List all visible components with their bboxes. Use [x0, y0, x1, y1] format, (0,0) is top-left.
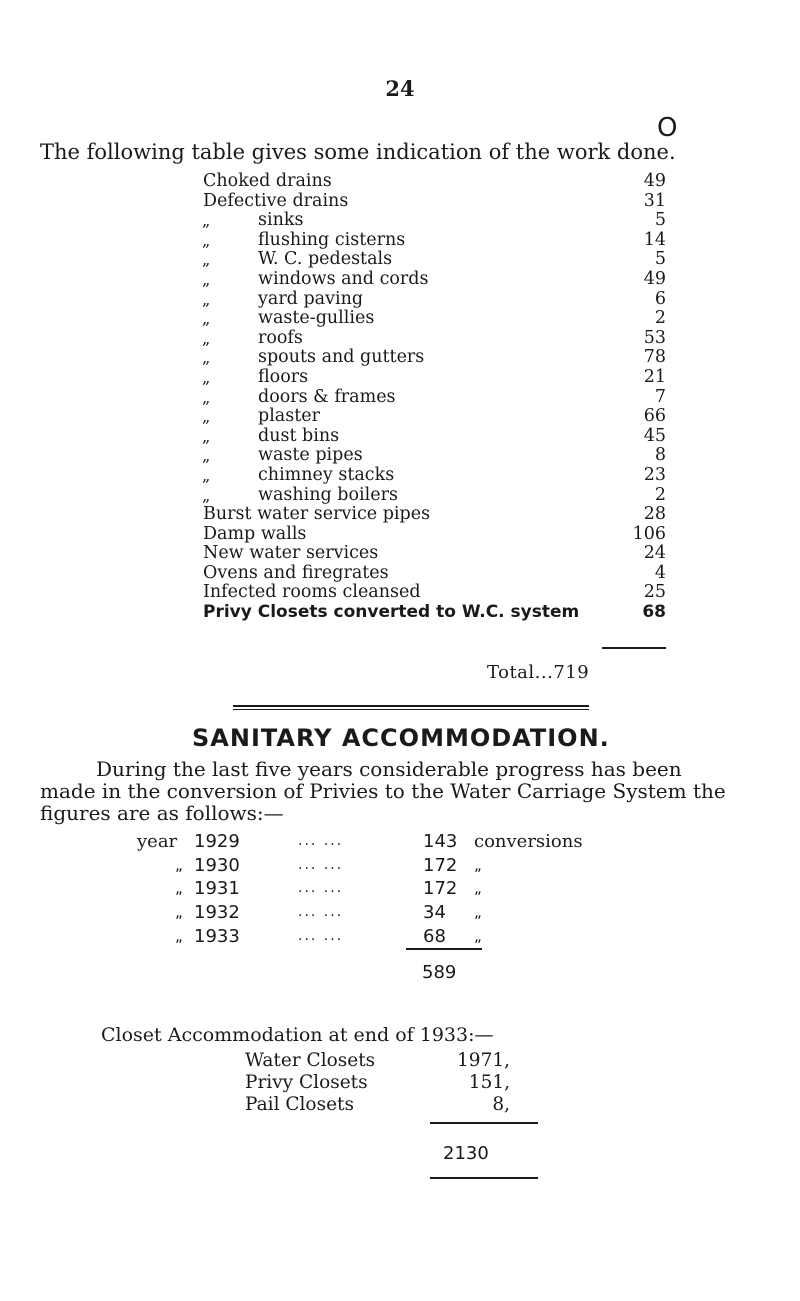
row-label: Burst water service pipes — [203, 504, 431, 525]
row-label: Privy Closets converted to W.C. system — [203, 602, 580, 623]
row-label: waste pipes — [258, 445, 363, 466]
closet-count: 1971, — [457, 1050, 510, 1071]
leader-dots: ... ... — [298, 927, 344, 944]
table-row — [0, 486, 800, 506]
ditto-mark: „ — [202, 407, 211, 427]
row-label: Ovens and firegrates — [203, 562, 389, 583]
row-value: 6 — [654, 288, 666, 309]
section-divider-lower — [233, 709, 589, 710]
table-row — [0, 427, 800, 447]
table-row — [0, 583, 800, 603]
table-row — [0, 211, 800, 231]
ditto-mark: „ — [202, 446, 211, 466]
closet-count: 151, — [468, 1072, 510, 1093]
conversion-unit: „ — [474, 855, 482, 874]
closet-total-rule — [430, 1177, 538, 1179]
table-row — [0, 231, 800, 251]
row-value: 7 — [654, 386, 666, 407]
row-value: 5 — [654, 249, 666, 270]
closet-count: 8, — [492, 1094, 510, 1115]
table-row — [0, 603, 800, 623]
table-row — [0, 290, 800, 310]
row-value: 31 — [643, 190, 666, 211]
ditto-mark: „ — [202, 367, 211, 387]
intro-sentence: The following table gives some indication of the work done. — [40, 140, 676, 164]
closet-table — [0, 1050, 800, 1116]
table-row — [0, 388, 800, 408]
table-row — [0, 544, 800, 564]
row-label: windows and cords — [258, 268, 429, 289]
row-label: yard paving — [258, 288, 364, 309]
conversion-year: 1931 — [194, 878, 240, 900]
conversion-unit: „ — [474, 879, 482, 898]
ditto-mark: „ — [202, 387, 211, 407]
conversion-year: 1929 — [194, 831, 240, 852]
conversion-unit: conversions — [474, 831, 583, 852]
conversion-count: 68 — [423, 925, 446, 947]
row-label: flushing cisterns — [258, 229, 406, 250]
row-value: 2 — [654, 308, 666, 329]
work-done-table — [0, 172, 800, 623]
ditto-mark: „ — [202, 230, 211, 250]
ditto-mark: „ — [202, 309, 211, 329]
conversion-row — [0, 925, 800, 949]
conversion-year: 1930 — [194, 854, 240, 876]
table-row — [0, 525, 800, 545]
row-label: plaster — [258, 406, 320, 427]
ditto-mark: „ — [175, 926, 183, 945]
ditto-mark: „ — [175, 903, 183, 922]
conversion-count: 34 — [423, 902, 446, 924]
section-divider — [233, 705, 589, 707]
closet-total: 2130 — [443, 1143, 489, 1164]
row-value: 5 — [654, 210, 666, 231]
conversions-table — [0, 830, 800, 948]
total-label: Total...719 — [487, 662, 590, 683]
table-row — [0, 505, 800, 525]
row-value: 106 — [632, 523, 666, 544]
row-label: waste-gullies — [258, 308, 375, 329]
table-row — [0, 446, 800, 466]
year-label: year — [137, 831, 178, 852]
row-label: Infected rooms cleansed — [203, 582, 421, 603]
row-value: 78 — [643, 347, 666, 368]
conversion-count: 172 — [423, 878, 458, 900]
row-value: 24 — [643, 543, 666, 564]
closet-type: Water Closets — [245, 1050, 376, 1071]
conversion-year: 1932 — [194, 902, 240, 924]
closet-type: Pail Closets — [245, 1094, 354, 1115]
row-value: 66 — [643, 406, 666, 427]
conversion-paragraph — [40, 758, 800, 824]
row-label: Defective drains — [203, 190, 349, 211]
row-label: chimney stacks — [258, 464, 395, 485]
paragraph-line: made in the conversion of Privies to the Water Carriage System the — [40, 779, 726, 803]
leader-dots: ... ... — [298, 856, 344, 873]
closet-row — [0, 1072, 800, 1094]
table-row — [0, 466, 800, 486]
row-value: 45 — [643, 425, 666, 446]
row-label: spouts and gutters — [258, 347, 425, 368]
row-value: 14 — [643, 229, 666, 250]
row-value: 28 — [643, 504, 666, 525]
leader-dots: ... ... — [298, 880, 344, 897]
conversion-count: 143 — [423, 831, 458, 852]
row-label: New water services — [203, 543, 379, 564]
closet-sum-rule — [430, 1122, 538, 1124]
row-label: sinks — [258, 210, 304, 231]
closet-type: Privy Closets — [245, 1072, 368, 1093]
ditto-mark: „ — [202, 485, 211, 505]
table-row — [0, 348, 800, 368]
leader-dots: ... ... — [298, 904, 344, 921]
row-value: 23 — [643, 464, 666, 485]
leader-dots: ... ... — [298, 833, 344, 849]
ditto-mark: „ — [202, 250, 211, 270]
table-row — [0, 192, 800, 212]
ditto-mark: „ — [202, 348, 211, 368]
table-row — [0, 564, 800, 584]
row-value: 21 — [643, 366, 666, 387]
table-row — [0, 329, 800, 349]
row-value: 2 — [654, 484, 666, 505]
ditto-mark: „ — [202, 426, 211, 446]
table-row — [0, 368, 800, 388]
ditto-mark: „ — [202, 211, 211, 231]
row-label: doors & frames — [258, 386, 396, 407]
row-label: W. C. pedestals — [258, 249, 393, 270]
conversions-total: 589 — [422, 962, 457, 983]
margin-mark: O — [657, 113, 678, 143]
ditto-mark: „ — [202, 328, 211, 348]
conversions-sum-rule — [406, 948, 482, 950]
total-rule — [602, 647, 666, 649]
conversion-unit: „ — [474, 926, 482, 945]
conversion-unit: „ — [474, 903, 482, 922]
ditto-mark: „ — [202, 465, 211, 485]
row-label: Damp walls — [203, 523, 307, 544]
row-value: 25 — [643, 582, 666, 603]
ditto-mark: „ — [175, 879, 183, 898]
paragraph-line: figures are as follows:— — [40, 801, 284, 825]
paragraph-line: During the last five years considerable progress has been — [96, 757, 682, 781]
row-label: roofs — [258, 327, 303, 348]
conversion-row — [0, 830, 800, 854]
row-value: 8 — [654, 445, 666, 466]
ditto-mark: „ — [202, 269, 211, 289]
row-value: 53 — [643, 327, 666, 348]
closet-row — [0, 1094, 800, 1116]
conversion-row — [0, 877, 800, 901]
row-label: Choked drains — [203, 171, 332, 191]
row-value: 49 — [643, 171, 666, 191]
table-row — [0, 309, 800, 329]
table-row — [0, 172, 800, 192]
conversion-count: 172 — [423, 854, 458, 876]
conversion-row — [0, 854, 800, 878]
page-number: 24 — [385, 76, 415, 101]
table-row — [0, 407, 800, 427]
conversion-year: 1933 — [194, 925, 240, 947]
row-label: floors — [258, 366, 309, 387]
closet-row — [0, 1050, 800, 1072]
row-label: washing boilers — [258, 484, 398, 505]
ditto-mark: „ — [202, 289, 211, 309]
section-heading: SANITARY ACCOMMODATION. — [192, 724, 610, 752]
row-value: 4 — [654, 562, 666, 583]
row-value: 49 — [643, 268, 666, 289]
row-label: dust bins — [258, 425, 340, 446]
row-value: 68 — [642, 602, 666, 623]
ditto-mark: „ — [175, 855, 183, 874]
conversion-row — [0, 901, 800, 925]
closet-title: Closet Accommodation at end of 1933:— — [101, 1024, 494, 1046]
table-row — [0, 250, 800, 270]
table-row — [0, 270, 800, 290]
